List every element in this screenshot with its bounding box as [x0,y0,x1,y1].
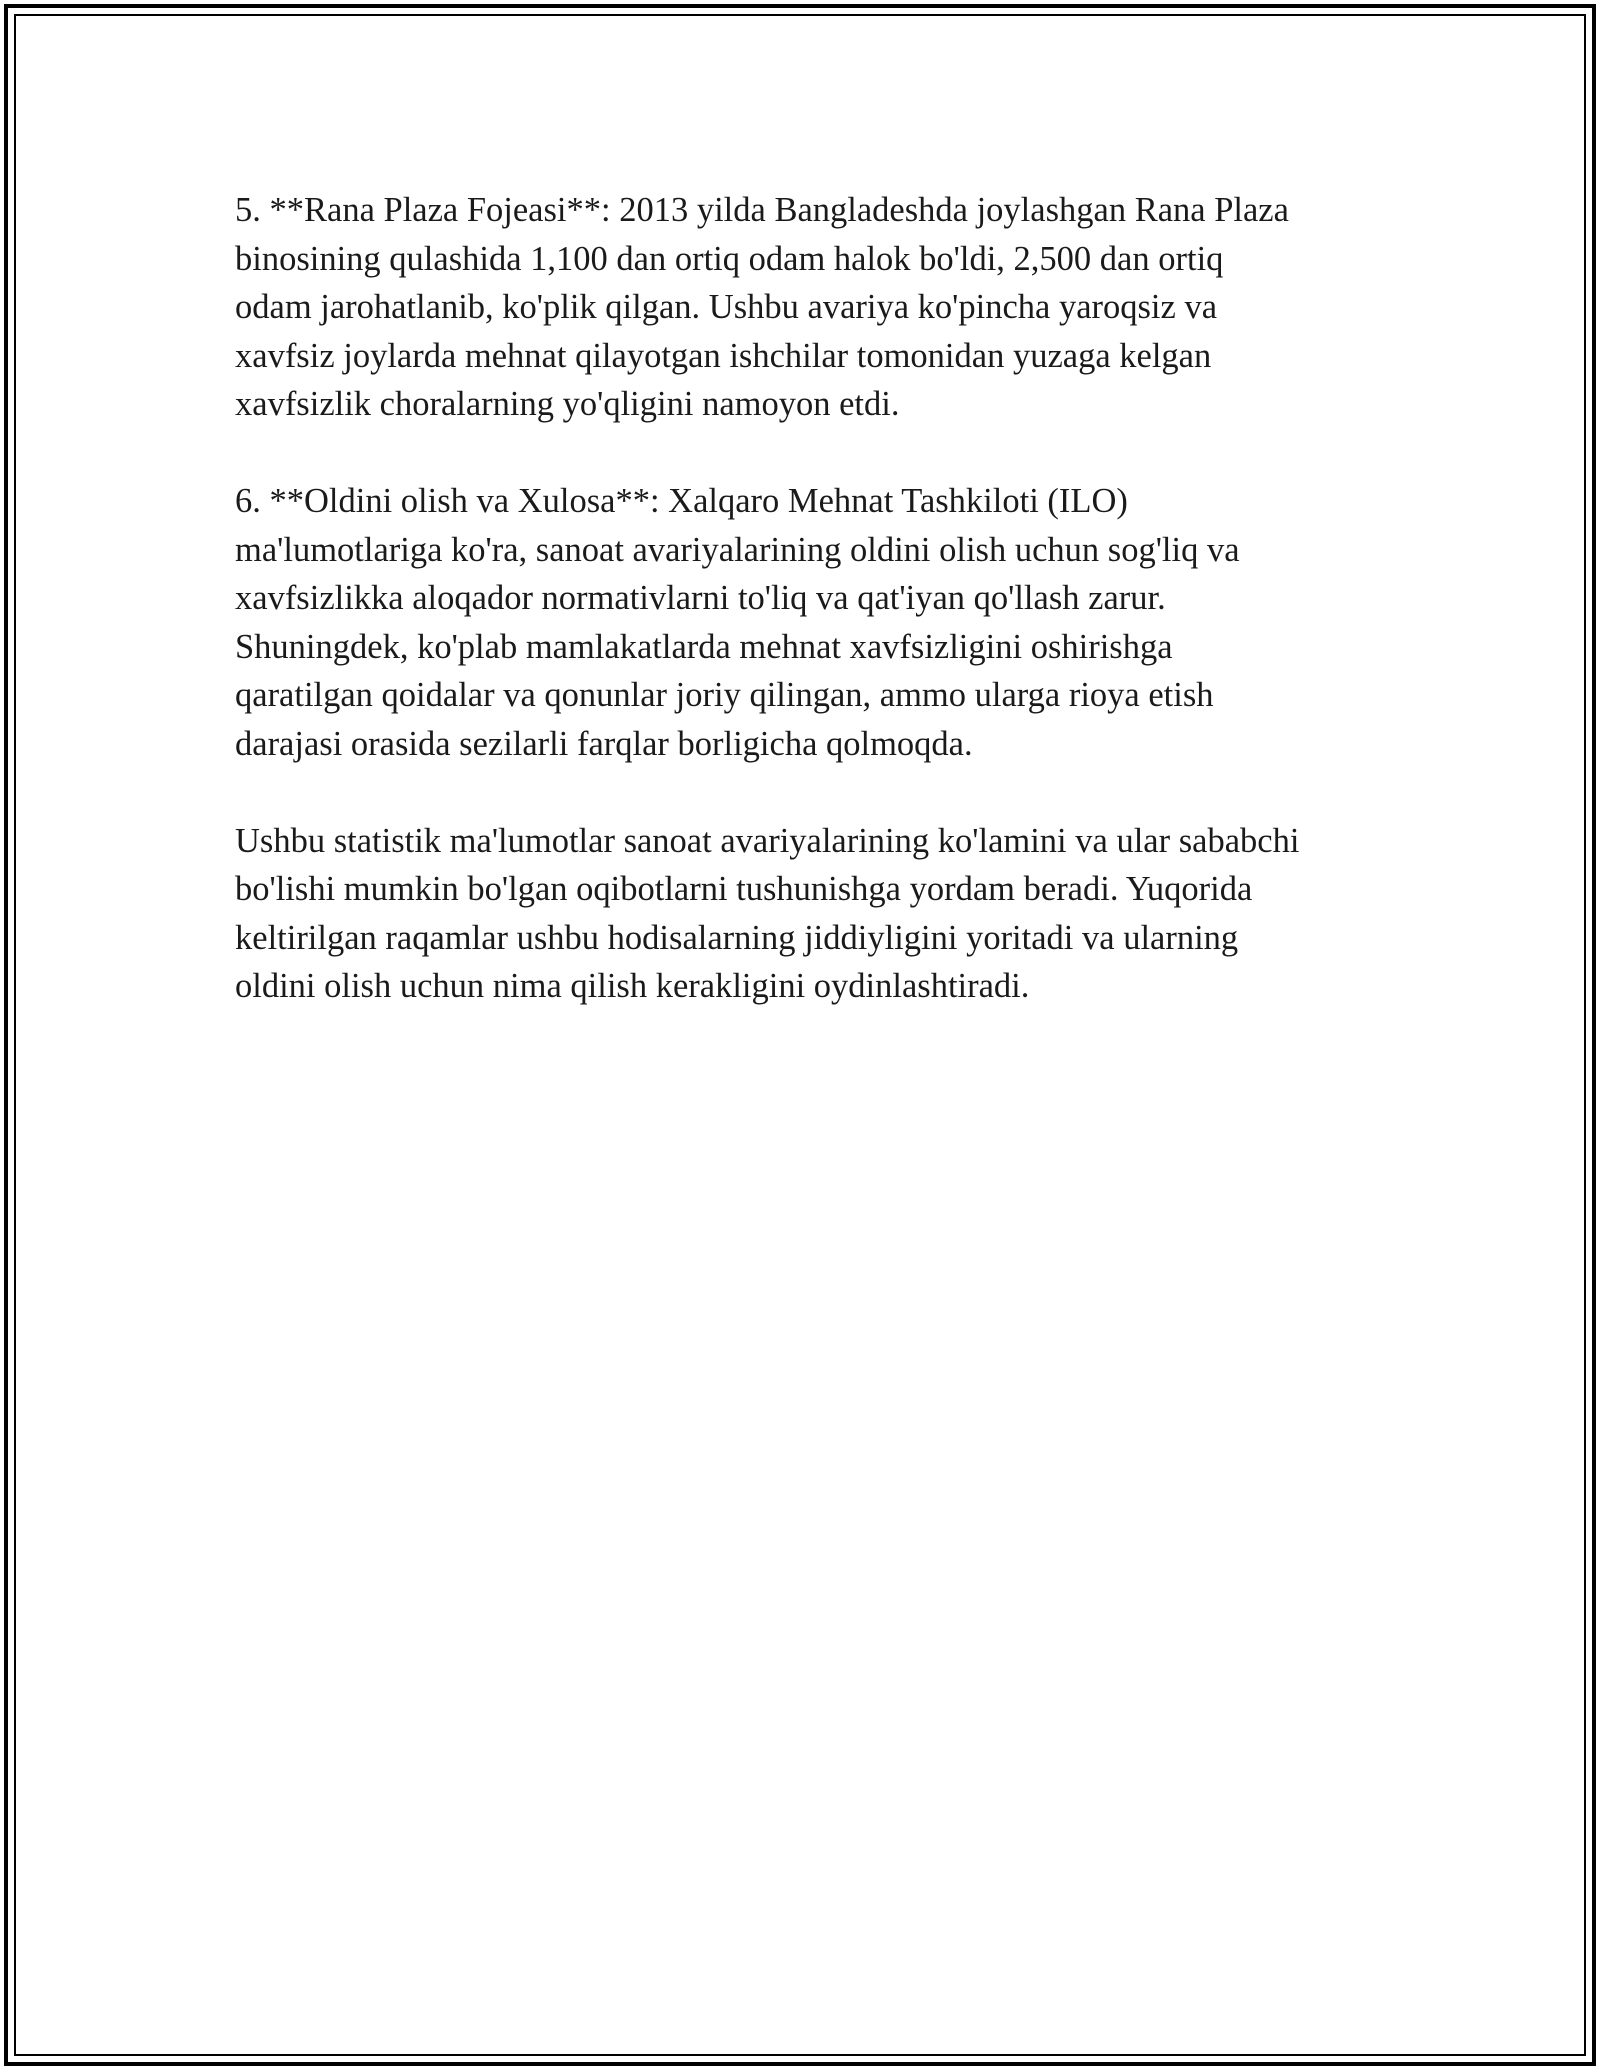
text-line: qaratilgan qoidalar va qonunlar joriy qilingan, ammo ularga rioya etish [235,676,1214,714]
text-line: odam jarohatlanib, ko'plik qilgan. Ushbu avariya ko'pincha yaroqsiz va [235,288,1218,326]
text-line: keltirilgan raqamlar ushbu hodisalarning jiddiyligini yoritadi va ularning [235,918,1239,957]
text-line: 5. **Rana Plaza Fojeasi**: 2013 yilda Bangladeshda joylashgan Rana Plaza [235,191,1289,229]
text-line: ma'lumotlariga ko'ra, sanoat avariyalarining oldini olish uchun sog'liq va [235,530,1240,569]
paragraph-rana-plaza [235,186,1385,429]
text-line: xavfsizlik choralarning yo'qligini namoyon etdi. [235,385,900,423]
text-line: bo'lishi mumkin bo'lgan oqibotlarni tushunishga yordam beradi. Yuqorida [235,870,1253,908]
text-line: oldini olish uchun nima qilish kerakligini oydinlashtiradi. [235,967,1030,1005]
document-body [235,186,1385,1059]
text-line: binosining qulashida 1,100 dan ortiq odam halok bo'ldi, 2,500 dan ortiq [235,239,1224,278]
text-line: Shuningdek, ko'plab mamlakatlarda mehnat xavfsizligini oshirishga [235,627,1173,666]
text-line: xavfsiz joylarda mehnat qilayotgan ishchilar tomonidan yuzaga kelgan [235,336,1212,375]
text-line: Ushbu statistik ma'lumotlar sanoat avariyalarining ko'lamini va ular sababchi [235,821,1300,860]
text-line: darajasi orasida sezilarli farqlar borligicha qolmoqda. [235,724,973,763]
text-line: xavfsizlikka aloqador normativlarni to'liq va qat'iyan qo'llash zarur. [235,579,1166,617]
text-line: 6. **Oldini olish va Xulosa**: Xalqaro Mehnat Tashkiloti (ILO) [235,482,1128,520]
paragraph-prevention-conclusion [235,477,1385,768]
paragraph-summary [235,817,1385,1011]
